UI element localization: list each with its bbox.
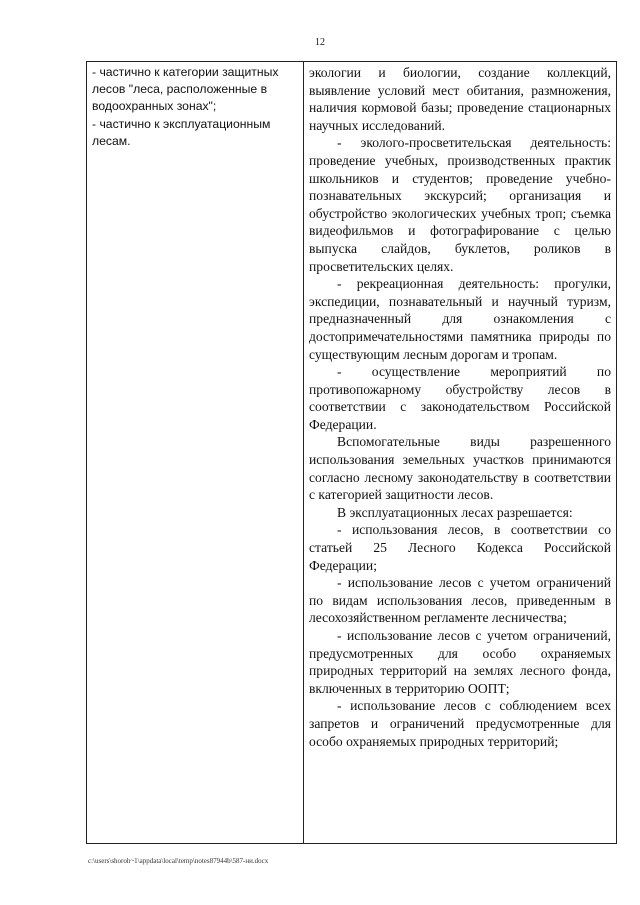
right-paragraph: - использование лесов с учетом ограничений, предусмотренных для особо охраняемых природных территорий на землях лесного фонда, включенных в территорию ООПТ; xyxy=(309,628,611,696)
table-row xyxy=(87,62,617,844)
page-number: 12 xyxy=(315,37,325,48)
content-table xyxy=(86,61,617,844)
footer-file-path: c:\users\shoroh~1\appdata\local\temp\notes87944b\587-ни.docx xyxy=(88,857,269,865)
right-paragraph: - рекреационная деятельность: прогулки, экспедиции, познавательный и научный туризм, предназначенный для ознакомления с достопримечательностями памятника природы по существующим лесным дорогам и тропам. xyxy=(309,276,611,362)
right-paragraph: - использования лесов, в соответствии со статьей 25 Лесного Кодекса Российской Федерации; xyxy=(309,522,611,573)
right-column-cell xyxy=(304,62,617,844)
right-paragraph: - использование лесов с соблюдением всех запретов и ограничений предусмотренные для особо охраняемых природных территорий; xyxy=(309,698,611,749)
right-paragraph: - использование лесов с учетом ограничений по видам использования лесов, приведенным в лесохозяйственном регламенте лесничества; xyxy=(309,575,611,626)
right-paragraph: Вспомогательные виды разрешенного использования земельных участков принимаются согласно лесному законодательству в соответствии с категорией защитности лесов. xyxy=(309,434,611,503)
left-paragraph: - частично к эксплуатационным лесам. xyxy=(92,116,271,148)
right-paragraph: - эколого-просветительская деятельность: проведение учебных, производственных практик школьников и студентов; проведение учебно-познавательных экскурсий; организация и обустройство экологических учебных троп; съемка видеофильмов и фотографирование с целью выпуска слайдов, буклетов, роликов в просветительских целях. xyxy=(309,135,611,274)
right-paragraph: экологии и биологии, создание коллекций, выявление условий мест обитания, размножения, наличия кормовой базы; проведение стационарных научных исследований. xyxy=(309,65,611,133)
left-column-cell xyxy=(87,62,304,844)
right-paragraph: - осуществление мероприятий по противопожарному обустройству лесов в соответствии с законодательством Российской Федерации. xyxy=(309,364,611,432)
left-paragraph: - частично к категории защитных лесов "леса, расположенные в водоохранных зонах"; xyxy=(92,65,279,114)
right-paragraph: В эксплуатационных лесах разрешается: xyxy=(337,504,573,520)
